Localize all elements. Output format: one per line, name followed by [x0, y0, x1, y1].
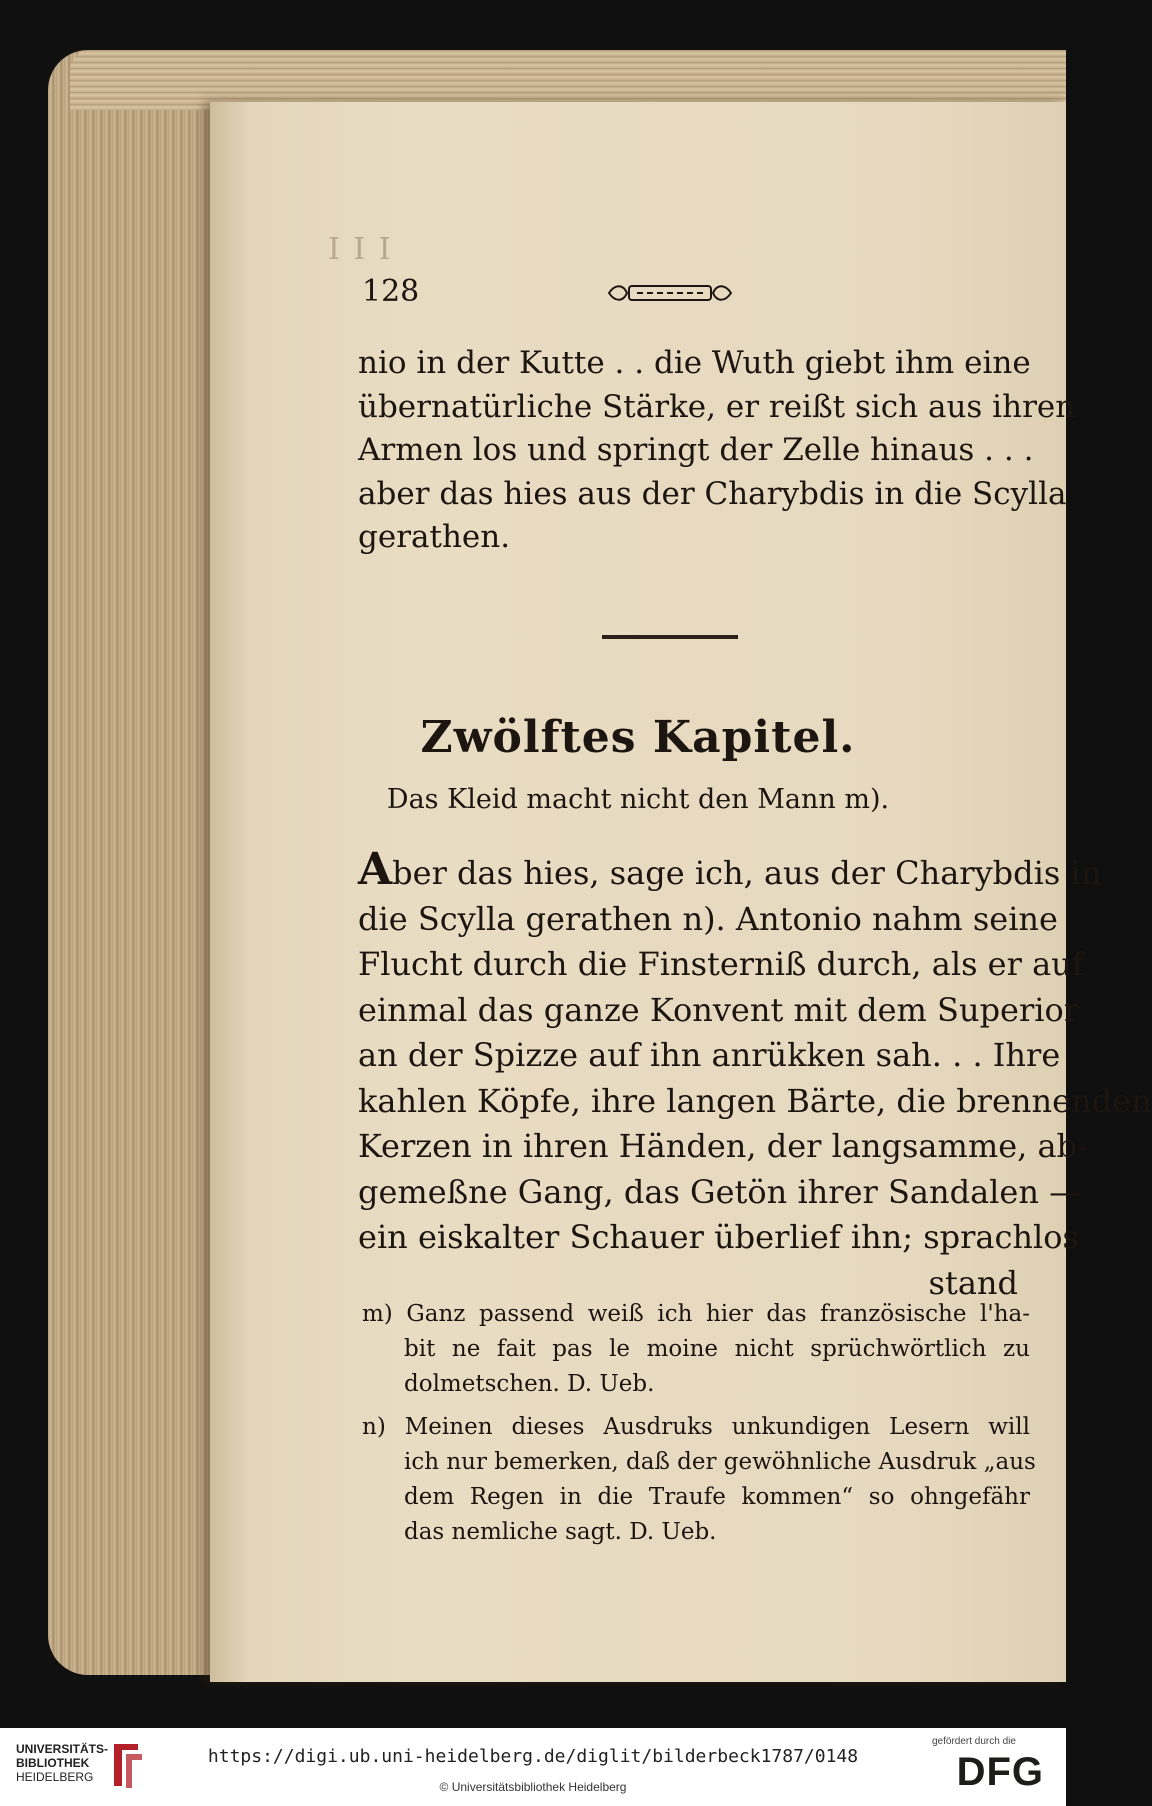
text-line: die Scylla gerathen n). Antonio nahm seine	[358, 899, 1058, 938]
text-line: Armen los und springt der Zelle hinaus . . .	[358, 432, 1034, 468]
text-line: gemeßne Gang, das Getön ihrer Sandalen —	[358, 1172, 1082, 1211]
text-line-rest: ber das hies, sage ich, aus der Charybdis in	[392, 854, 1102, 892]
text-line: nio in der Kutte . . die Wuth giebt ihm eine	[358, 345, 1031, 381]
header-ornament-icon	[605, 280, 735, 306]
text-line: Flucht durch die Finsterniß durch, als er auf	[358, 945, 1084, 983]
text-line: Kerzen in ihren Händen, der langsamme, ab-	[358, 1127, 1088, 1165]
footnote-line: bit ne fait pas le moine nicht sprüchwörtlich zu	[404, 1336, 1030, 1362]
chapter-title: Zwölftes Kapitel.	[420, 712, 856, 763]
library-name-line: BIBLIOTHEK	[16, 1756, 90, 1770]
footnote-n	[350, 1410, 1036, 1550]
text-line	[358, 844, 1102, 897]
page-text	[210, 102, 1152, 1682]
paragraph-1	[358, 342, 1076, 560]
footnote-line: ich nur bemerken, daß der gewöhnliche Ausdruk „aus	[404, 1449, 1036, 1475]
text-line: ein eiskalter Schauer überlief ihn; sprachlos	[358, 1218, 1079, 1256]
footnote-line: dolmetschen. D. Ueb.	[404, 1371, 655, 1397]
book-page	[210, 102, 1152, 1682]
text-line: gerathen.	[358, 519, 511, 555]
library-name-line: HEIDELBERG	[16, 1770, 94, 1784]
page-url[interactable]: https://digi.ub.uni-heidelberg.de/diglit/bilderbeck1787/0148	[207, 1746, 859, 1767]
library-name-line: UNIVERSITÄTS-	[16, 1742, 109, 1756]
text-line: kahlen Köpfe, ihre langen Bärte, die brennenden	[358, 1081, 1152, 1120]
drop-cap: A	[358, 844, 393, 895]
dfg-logo[interactable]: DFG	[956, 1750, 1044, 1794]
text-line: aber das hies aus der Charybdis in die Scylla	[358, 475, 1067, 512]
page-edges-top	[70, 50, 1066, 110]
section-divider	[602, 635, 738, 639]
chapter-subtitle: Das Kleid macht nicht den Mann m).	[386, 784, 890, 815]
page-number: 128	[362, 274, 420, 309]
footnote-gap	[350, 1402, 1030, 1410]
paragraph-2	[358, 844, 1152, 1306]
footnote-line: n) Meinen dieses Ausdruks unkundigen Lesern will	[362, 1414, 1030, 1440]
footnote-m	[350, 1297, 1030, 1402]
footnote-line: m) Ganz passend weiß ich hier das französische l'ha-	[362, 1301, 1030, 1327]
text-line: einmal das ganze Konvent mit dem Superior	[358, 990, 1080, 1029]
catchword: stand	[928, 1263, 1018, 1302]
text-line: an der Spizze auf ihn anrükken sah. . . Ihre	[358, 1036, 1061, 1074]
footnote-line: das nemliche sagt. D. Ueb.	[404, 1519, 717, 1545]
funding-label: gefördert durch die	[932, 1736, 1016, 1747]
footnote-line: dem Regen in die Traufe kommen“ so ohngefähr	[404, 1484, 1030, 1510]
copyright-notice: © Universitätsbibliothek Heidelberg	[439, 1780, 627, 1794]
text-line: übernatürliche Stärke, er reißt sich aus ihren	[358, 388, 1076, 425]
ghost-mark: I I I	[328, 232, 393, 267]
footnotes	[350, 1297, 1036, 1550]
viewer-footer	[0, 1728, 1066, 1806]
